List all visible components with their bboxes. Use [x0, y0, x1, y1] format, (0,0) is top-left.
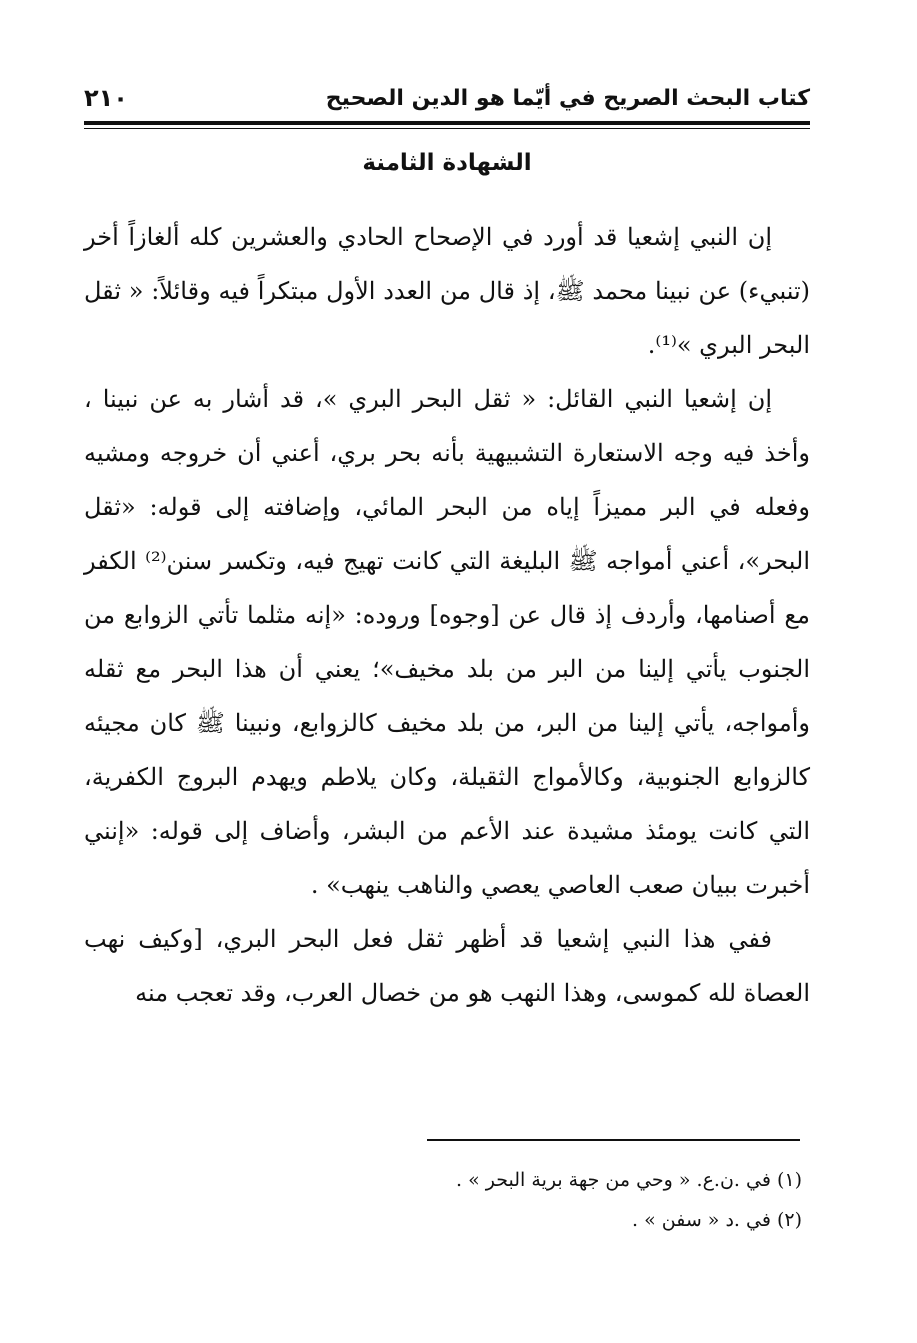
paragraph-3: ففي هذا النبي إشعيا قد أظهر ثقل فعل البحر البري، [وكيف نهب العصاة لله كموسى، وهذا النهب هو من خصال العرب، وقد تعجب منه — [84, 925, 810, 1007]
section-heading: الشهادة الثامنة — [362, 150, 532, 176]
header-rule-thick — [84, 121, 810, 125]
running-title: كتاب البحث الصريح في أيّما هو الدين الصحيح — [325, 86, 810, 111]
header-rule-thin — [84, 128, 810, 129]
paragraph-2: إن إشعيا النبي القائل: « ثقل البحر البري »، قد أشار به عن نبينا ، وأخذ فيه وجه الاستعارة التشبيهية بأنه بحر بري، أعني أن خروجه ومشيه وفعله في البر مميزاً إياه من البحر المائي، وإضافته إلى قوله: «ثقل البحر»، أعني أمواجه ﷺ البليغة التي كانت تهيج فيه، وتكسر سنن⁽²⁾ الكفر مع أصنامها، وأردف إذ قال عن [وجوه] وروده: «إنه مثلما تأتي الزوابع من الجنوب يأتي إلينا من البر من بلد مخيف»؛ يعني أن هذا البحر مع ثقله وأمواجه، يأتي إلينا من البر، من بلد مخيف كالزوابع، ونبينا ﷺ كان مجيئه كالزوابع الجنوبية، وكالأمواج الثقيلة، وكان يلاطم ويهدم البروج الكفرية، التي كانت يومئذ مشيدة عند الأعم من البشر، وأضاف إلى قوله: «إنني أخبرت ببيان صعب العاصي يعصي والناهب ينهب» . — [84, 385, 811, 899]
body-text — [84, 210, 810, 1020]
footnote-2: (٢) في .د « سفن » . — [632, 1209, 802, 1231]
footnotes — [84, 1160, 802, 1240]
footnote-1: (١) في .ن.ع. « وحي من جهة برية البحر » . — [456, 1169, 802, 1191]
footnote-separator — [427, 1139, 800, 1141]
running-header — [84, 82, 810, 118]
page-number: ٢١٠ — [84, 84, 128, 112]
paragraph-1: إن النبي إشعيا قد أورد في الإصحاح الحادي والعشرين كله ألغازاً أخر (تنبيء) عن نبينا محمد ﷺ، إذ قال من العدد الأول مبتكراً فيه وقائلاً: « ثقل البحر البري »⁽¹⁾. — [84, 223, 810, 359]
